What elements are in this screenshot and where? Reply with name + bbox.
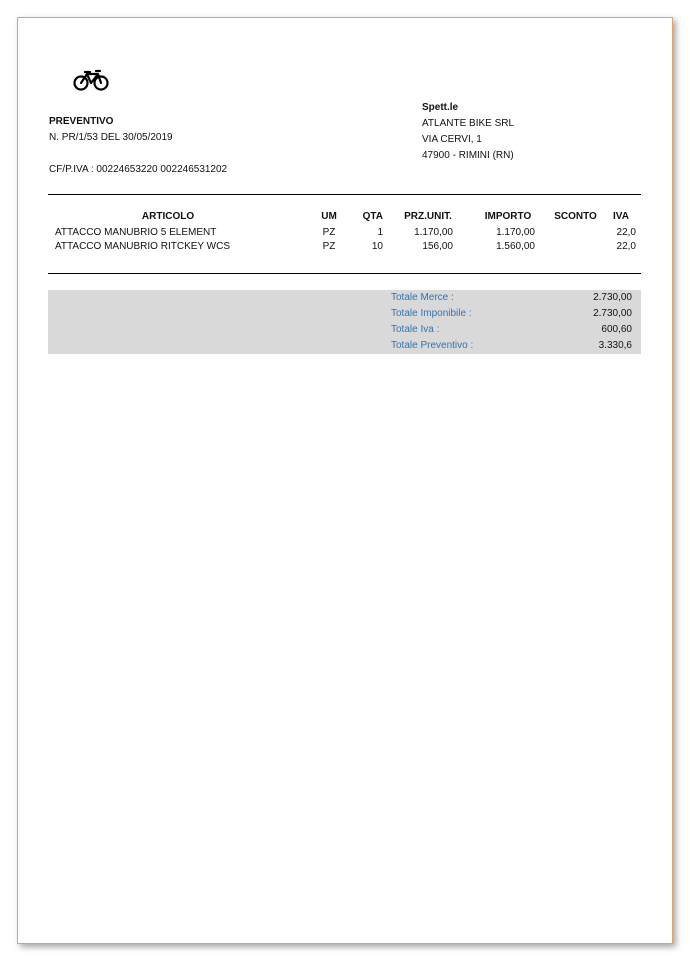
cell-prz-unit: 156,00 bbox=[422, 241, 453, 252]
cell-importo: 1.560,00 bbox=[496, 241, 535, 252]
document-page bbox=[17, 17, 673, 944]
cell-qta: 10 bbox=[371, 241, 383, 252]
col-header-qta: QTA bbox=[362, 211, 383, 222]
totals-box bbox=[48, 290, 641, 354]
total-value: 600,60 bbox=[601, 324, 632, 335]
recipient-name: ATLANTE BIKE SRL bbox=[422, 118, 515, 129]
total-value: 2.730,00 bbox=[593, 292, 632, 303]
cell-qta: 1 bbox=[377, 227, 383, 238]
total-label: Totale Iva : bbox=[391, 324, 440, 335]
cell-articolo: ATTACCO MANUBRIO RITCKEY WCS bbox=[55, 241, 231, 252]
col-header-importo: IMPORTO bbox=[484, 211, 532, 222]
recipient-address: VIA CERVI, 1 bbox=[422, 134, 482, 145]
col-header-um: UM bbox=[321, 211, 337, 222]
table-row bbox=[48, 241, 641, 255]
cell-um: PZ bbox=[322, 241, 336, 252]
total-label: Totale Imponibile : bbox=[391, 308, 472, 319]
cell-iva: 22,0 bbox=[616, 227, 636, 238]
divider-bottom bbox=[48, 273, 641, 274]
total-value: 2.730,00 bbox=[593, 308, 632, 319]
document-title: PREVENTIVO bbox=[49, 116, 114, 127]
table-row bbox=[48, 227, 641, 241]
col-header-iva: IVA bbox=[613, 211, 629, 222]
tax-id: CF/P.IVA : 00224653220 002246531202 bbox=[49, 164, 228, 175]
recipient-label: Spett.le bbox=[422, 102, 459, 113]
items-table bbox=[48, 211, 641, 255]
recipient-city: 47900 - RIMINI (RN) bbox=[422, 150, 514, 161]
total-row-merce bbox=[48, 290, 641, 306]
total-label: Totale Merce : bbox=[391, 292, 454, 303]
cell-articolo: ATTACCO MANUBRIO 5 ELEMENT bbox=[55, 227, 217, 238]
recipient-block bbox=[422, 100, 514, 164]
bicycle-icon bbox=[73, 69, 109, 91]
total-value: 3.330,6 bbox=[598, 340, 632, 351]
total-row-iva bbox=[48, 322, 641, 338]
cell-um: PZ bbox=[322, 227, 336, 238]
col-header-articolo: ARTICOLO bbox=[141, 211, 195, 222]
total-row-preventivo bbox=[48, 338, 641, 354]
col-header-prz-unit: PRZ.UNIT. bbox=[404, 211, 452, 222]
col-header-sconto: SCONTO bbox=[554, 211, 597, 222]
total-label: Totale Preventivo : bbox=[391, 340, 474, 351]
cell-importo: 1.170,00 bbox=[496, 227, 535, 238]
cell-iva: 22,0 bbox=[616, 241, 636, 252]
cell-prz-unit: 1.170,00 bbox=[414, 227, 453, 238]
total-row-imponibile bbox=[48, 306, 641, 322]
document-number: N. PR/1/53 DEL 30/05/2019 bbox=[49, 132, 173, 143]
divider-top bbox=[48, 194, 641, 195]
table-header bbox=[48, 211, 641, 227]
